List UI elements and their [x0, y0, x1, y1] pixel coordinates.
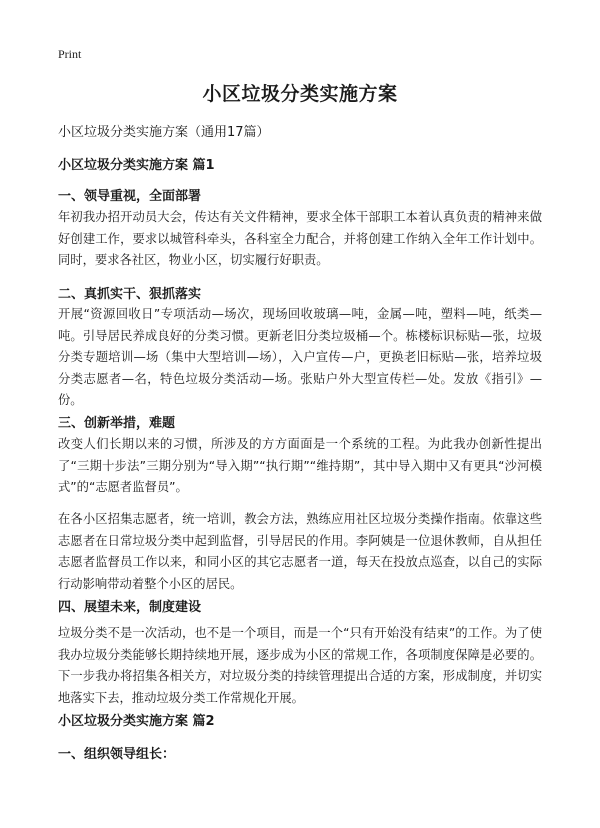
section-heading-2: 二、真抓实干、狠抓落实 [58, 287, 202, 302]
paragraph: 垃圾分类不是一次活动，也不是一个项目，而是一个“只有开始没有结束”的工作。为了使我办垃圾分类能够长期持续地开展，逐步成为小区的常规工作，各项制度保障是必要的。下一步我办将招集各相关方，对垃圾分类的持续管理提出合适的方案，形成制度，并切实地落实下去，推动垃圾分类工作常规化开展。 [58, 626, 542, 705]
section-heading-3: 三、创新举措，难题 [58, 416, 176, 431]
paragraph: 开展“资源回收日”专项活动—场次，现场回收玻璃—吨，金属—吨，塑料—吨，纸类—吨。引导居民养成良好的分类习惯。更新老旧分类垃圾桶—个。栋楼标识标贴—张，垃圾分类专题培训—场（集中大型培训—场），入户宣传—户，更换老旧标贴—张，培养垃圾分类志愿者—名，特色垃圾分类活动—场。张贴户外大型宣传栏—处。发放《指引》—份。 [58, 307, 542, 407]
article-heading-1: 小区垃圾分类实施方案 篇1 [58, 158, 215, 173]
section-heading-1: 一、领导重视，全面部署 [58, 189, 202, 204]
section-heading-4: 四、展望未来，制度建设 [58, 600, 202, 615]
page-title: 小区垃圾分类实施方案 [202, 83, 398, 105]
section-heading-1: 一、组织领导组长： [58, 747, 176, 762]
paragraph: 年初我办招开动员大会，传达有关文件精神，要求全体干部职工本着认真负责的精神来做好创建工作，要求以城管科牵头，各科室全力配合，并将创建工作纳入全年工作计划中。同时，要求各社区，物业小区，切实履行好职责。 [58, 210, 542, 267]
paragraph: 在各小区招集志愿者，统一培训，教会方法，熟练应用社区垃圾分类操作指南。依靠这些志愿者在日常垃圾分类中起到监督，引导居民的作用。李阿姨是一位退休教师，自从担任志愿者监督员工作以来，和同小区的其它志愿者一道，每天在投放点巡查，以自己的实际行动影响带动着整个小区的居民。 [58, 512, 542, 591]
print-link[interactable]: Print [58, 47, 82, 61]
paragraph: 改变人们长期以来的习惯，所涉及的方方面面是一个系统的工程。为此我办创新性提出了“三期十步法”三期分别为“导入期”“执行期”“维持期”，其中导入期中又有更具“沙河模式”的“志愿者监督员”。 [58, 437, 542, 494]
article-heading-2: 小区垃圾分类实施方案 篇2 [58, 714, 215, 729]
document-subtitle: 小区垃圾分类实施方案（通用17篇） [58, 125, 270, 140]
